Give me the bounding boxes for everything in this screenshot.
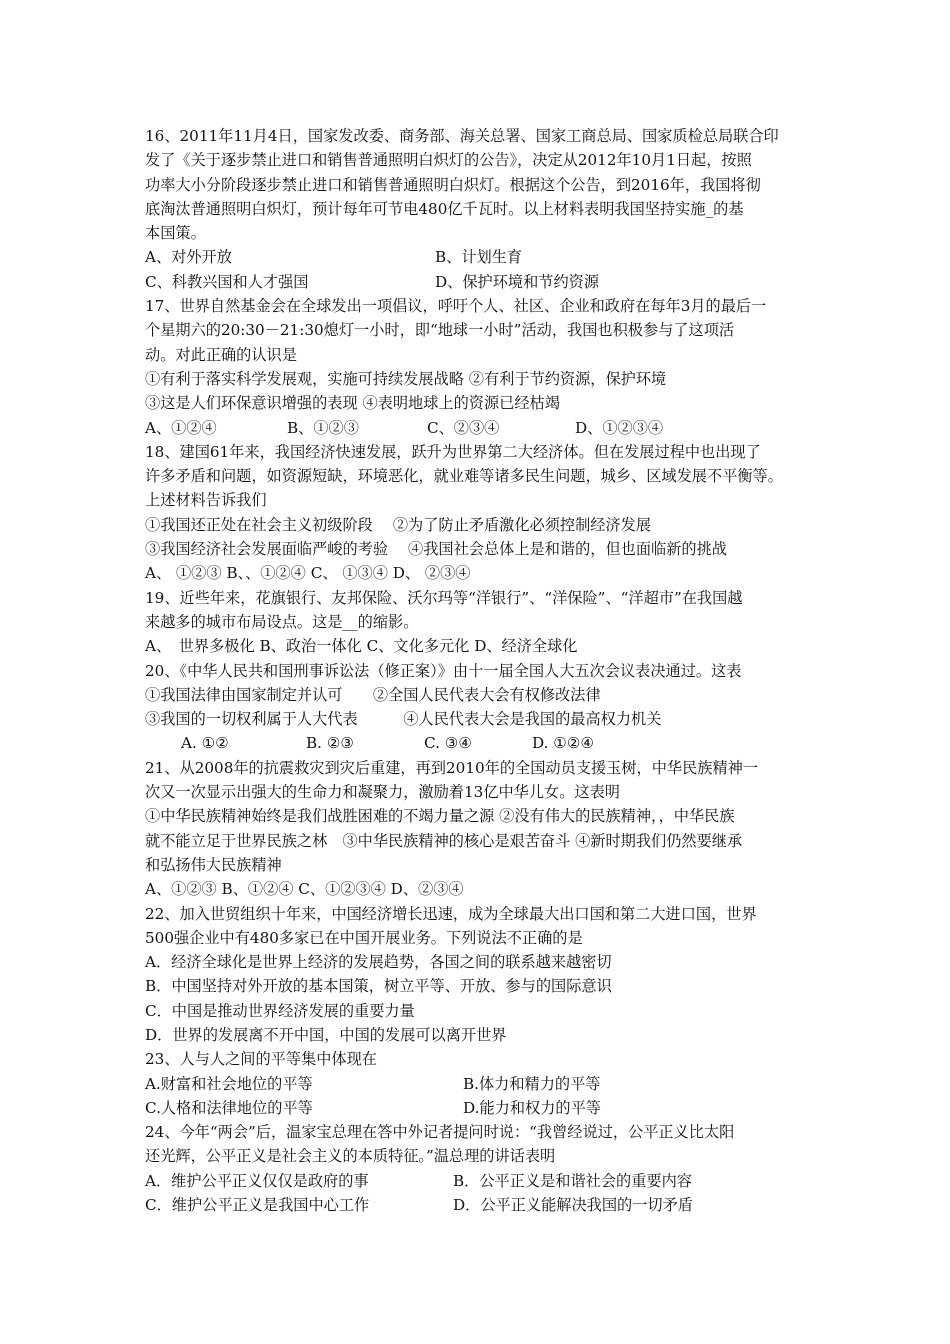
option-d: D、①②③④ [575, 418, 664, 437]
question-text: ③我国的一切权利属于人大代表 ④人民代表大会是我国的最高权力机关 [145, 710, 662, 729]
option-d: D、保护环境和节约资源 [435, 272, 600, 291]
option-d: D. ①②④ [532, 734, 595, 753]
option-d: D.能力和权力的平等 [463, 1098, 601, 1117]
question-text: ③我国经济社会发展面临严峻的考验 ④我国社会总体上是和谐的，但也面临新的挑战 [145, 540, 727, 559]
question-text: 17、世界自然基金会在全球发出一项倡议，呼吁个人、社区、企业和政府在每年3月的最后一 [145, 297, 767, 316]
question-text: 24、今年“两会”后，温家宝总理在答中外记者提问时说：“我曾经说过，公平正义比太阳 [145, 1123, 735, 1142]
option-b: B.体力和精力的平等 [463, 1074, 601, 1093]
option-b: B．公平正义是和谐社会的重要内容 [453, 1171, 692, 1190]
question-18 [145, 440, 815, 586]
question-text: 发了《关于逐步禁止进口和销售普通照明白炽灯的公告》，决定从2012年10月1日起，按照 [145, 151, 752, 170]
option-row [145, 245, 815, 269]
option-a: A. ①② [181, 734, 229, 753]
option-row [145, 1169, 815, 1193]
question-text: 500强企业中有480多家已在中国开展业务。下列说法不正确的是 [145, 928, 583, 947]
question-text: 个星期六的20:30－21:30熄灯一小时，即“地球一小时”活动，我国也积极参与了这项活 [145, 321, 735, 340]
option-a: A.财富和社会地位的平等 [145, 1074, 313, 1093]
option-d: D．公平正义能解决我国的一切矛盾 [453, 1196, 693, 1215]
option-a: A、①②④ [145, 418, 217, 437]
option-line: A、①②③ B、①②④ C、①②③④ D、②③④ [145, 880, 464, 899]
option-c: C. ③④ [424, 734, 472, 753]
question-text: 就不能立足于世界民族之林 ③中华民族精神的核心是艰苦奋斗 ④新时期我们仍然要继承 [145, 831, 743, 850]
option-c: C、科教兴国和人才强国 [145, 272, 309, 291]
option-b: B．中国坚持对外开放的基本国策，树立平等、开放、参与的国际意识 [145, 977, 612, 996]
question-text: 底淘汰普通照明白炽灯，预计每年可节电480亿千瓦时。以上材料表明我国坚持实施_的基 [145, 199, 744, 218]
question-text: 功率大小分阶段逐步禁止进口和销售普通照明白炽灯。根据这个公告，到2016年，我国将彻 [145, 175, 761, 194]
option-b: B、①②③ [287, 418, 359, 437]
question-text: 上述材料告诉我们 [145, 491, 267, 510]
option-row [145, 1193, 815, 1217]
question-text: 20、《中华人民共和国刑事诉讼法（修正案）》由十一届全国人大五次会议表决通过。这表 [145, 661, 742, 680]
question-19 [145, 586, 815, 659]
option-b: B. ②③ [306, 734, 355, 753]
question-text: ①我国还正处在社会主义初级阶段 ②为了防止矛盾激化必须控制经济发展 [145, 515, 652, 534]
question-text: 18、建国61年来，我国经济快速发展，跃升为世界第二大经济体。但在发展过程中也出现了 [145, 442, 761, 461]
option-c: C．维护公平正义是我国中心工作 [145, 1196, 370, 1215]
option-row [145, 1072, 815, 1096]
option-a: A．经济全球化是世界上经济的发展趋势，各国之间的联系越来越密切 [145, 953, 612, 972]
question-22 [145, 902, 815, 1048]
option-a: A、对外开放 [145, 248, 232, 267]
option-row [145, 416, 815, 440]
question-23 [145, 1047, 815, 1120]
question-text: 和弘扬伟大民族精神 [145, 855, 282, 874]
option-c: C、②③④ [427, 418, 500, 437]
question-text: 23、人与人之间的平等集中体现在 [145, 1050, 377, 1069]
question-21 [145, 756, 815, 902]
option-c: C．中国是推动世界经济发展的重要力量 [145, 1001, 415, 1020]
question-text: ①我国法律由国家制定并认可 ②全国人民代表大会有权修改法律 [145, 685, 601, 704]
question-text: ①中华民族精神始终是我们战胜困难的不竭力量之源 ②没有伟大的民族精神，，中华民族 [145, 807, 735, 826]
question-20 [145, 659, 815, 756]
option-d: D．世界的发展离不开中国，中国的发展可以离开世界 [145, 1025, 507, 1044]
question-17 [145, 294, 815, 440]
question-text: 22、加入世贸组织十年来，中国经济增长迅速，成为全球最大出口国和第二大进口国，世界 [145, 904, 757, 923]
option-c: C.人格和法律地位的平等 [145, 1098, 313, 1117]
question-24 [145, 1120, 815, 1217]
option-line: A、 世界多极化 B、政治一体化 C、文化多元化 D、经济全球化 [145, 637, 578, 656]
question-16 [145, 124, 815, 294]
option-row [145, 270, 815, 294]
option-row [145, 731, 815, 755]
question-text: 来越多的城市布局设点。这是__的缩影。 [145, 612, 419, 631]
question-text: 许多矛盾和问题，如资源短缺，环境恶化，就业难等诸多民生问题，城乡、区域发展不平衡等。 [145, 467, 783, 486]
option-a: A．维护公平正义仅仅是政府的事 [145, 1171, 369, 1190]
question-text: 21、从2008年的抗震救灾到灾后重建，再到2010年的全国动员支援玉树，中华民族精神一 [145, 758, 759, 777]
question-text: ①有利于落实科学发展观，实施可持续发展战略 ②有利于节约资源，保护环境 [145, 369, 667, 388]
question-text: 19、近些年来，花旗银行、友邦保险、沃尔玛等“洋银行”、“洋保险”、“洋超市”在我国越 [145, 588, 743, 607]
option-row [145, 1096, 815, 1120]
exam-page [145, 124, 815, 1217]
question-text: 次又一次显示出强大的生命力和凝聚力，激励着13亿中华儿女。这表明 [145, 783, 620, 802]
question-text: 16、2011年11月4日，国家发改委、商务部、海关总署、国家工商总局、国家质检总局联合印 [145, 127, 779, 145]
option-line: A、 ①②③ B、、①②④ C、 ①③④ D、 ②③④ [145, 564, 471, 583]
question-text: 动。对此正确的认识是 [145, 345, 297, 364]
option-b: B、计划生育 [435, 248, 523, 267]
question-text: ③这是人们环保意识增强的表现 ④表明地球上的资源已经枯竭 [145, 394, 560, 413]
question-text: 本国策。 [145, 224, 206, 243]
question-text: 还光辉，公平正义是社会主义的本质特征。”温总理的讲话表明 [145, 1147, 556, 1166]
